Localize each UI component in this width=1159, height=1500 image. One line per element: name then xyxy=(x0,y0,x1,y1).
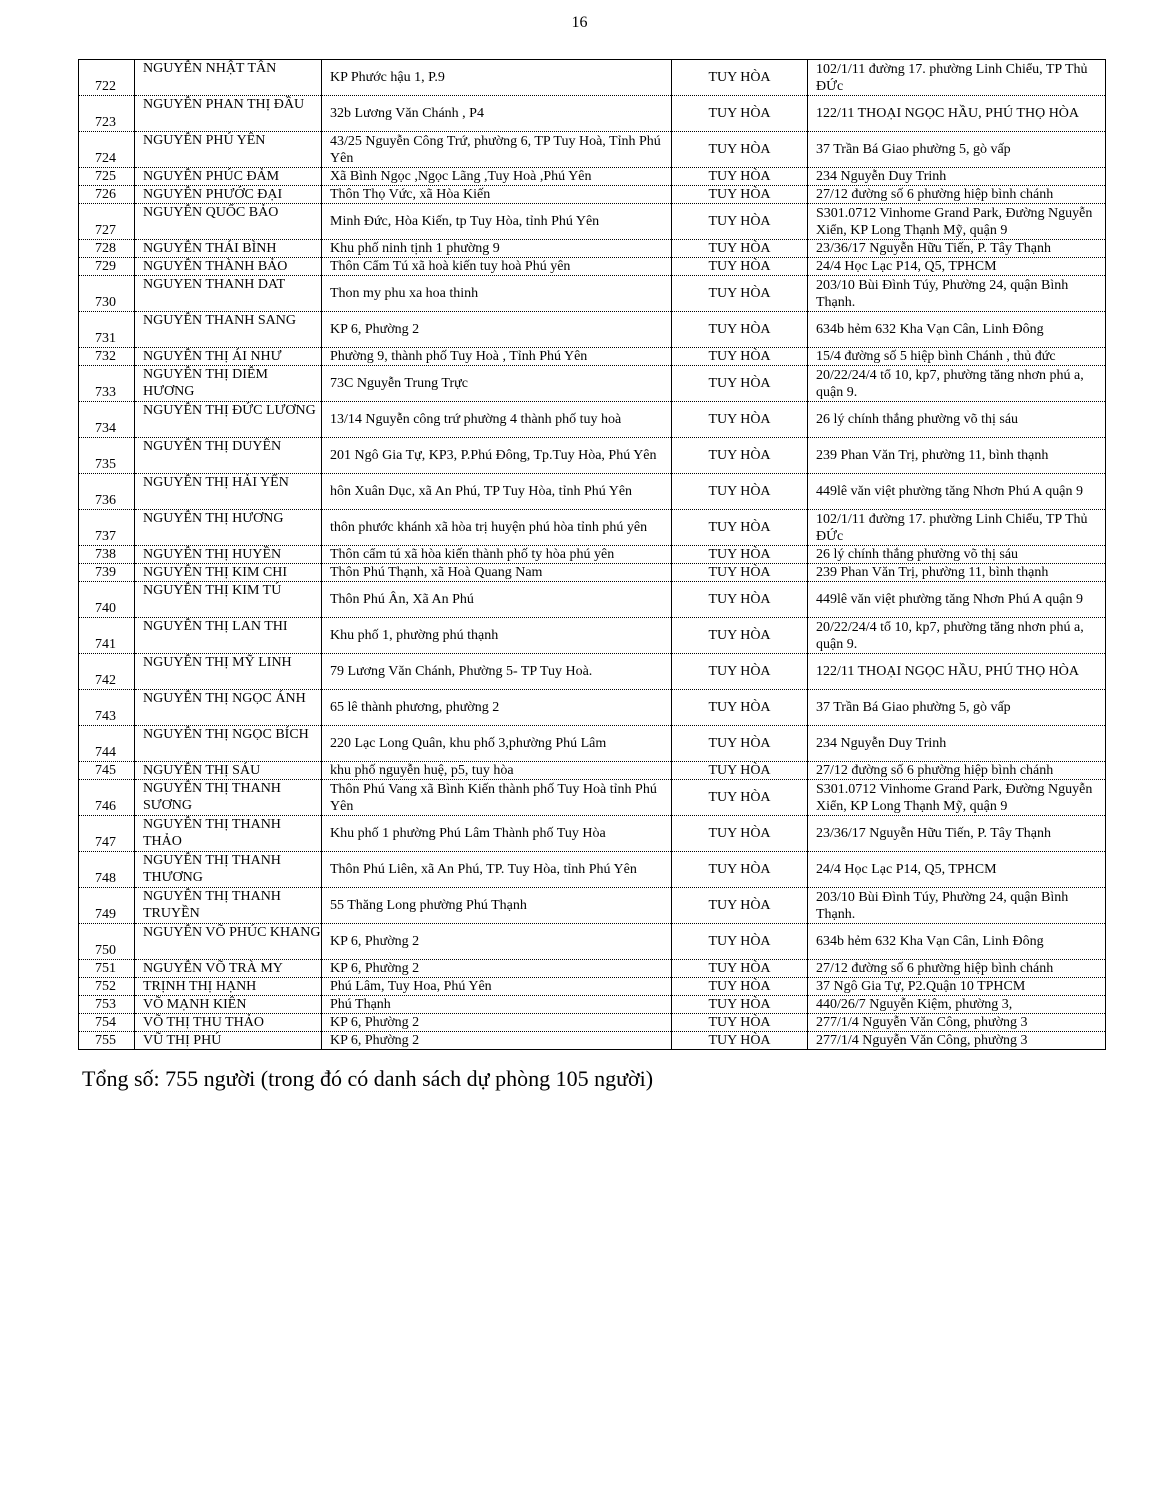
person-name-cell: NGUYỄN PHÚC ĐẢM xyxy=(135,168,322,186)
home-address-cell: hôn Xuân Dục, xã An Phú, TP Tuy Hòa, tỉnh Phú Yên xyxy=(322,474,672,510)
district-cell: TUY HÒA xyxy=(672,186,808,204)
home-address-cell: 13/14 Nguyễn công trứ phường 4 thành phố tuy hoà xyxy=(322,402,672,438)
current-address-cell: S301.0712 Vinhome Grand Park, Đường Nguyễn Xiển, KP Long Thạnh Mỹ, quận 9 xyxy=(808,780,1106,816)
current-address-cell: 234 Nguyễn Duy Trinh xyxy=(808,168,1106,186)
home-address-cell: Khu phố ninh tịnh 1 phường 9 xyxy=(322,240,672,258)
table-row xyxy=(79,474,1106,510)
home-address-cell: Thôn Phú Vang xã Bình Kiến thành phố Tuy Hoà tỉnh Phú Yên xyxy=(322,780,672,816)
table-row xyxy=(79,564,1106,582)
table-row xyxy=(79,348,1106,366)
person-name-cell: NGUYỄN VÕ PHÚC KHANG xyxy=(135,924,322,960)
row-number-cell: 727 xyxy=(79,204,135,240)
home-address-cell: Khu phố 1, phường phú thạnh xyxy=(322,618,672,654)
current-address-cell: 37 Ngô Gia Tự, P2.Quận 10 TPHCM xyxy=(808,978,1106,996)
home-address-cell: 55 Thăng Long phường Phú Thạnh xyxy=(322,888,672,924)
home-address-cell: 65 lê thành phương, phường 2 xyxy=(322,690,672,726)
person-name-cell: VŨ THỊ PHÚ xyxy=(135,1032,322,1050)
home-address-cell: 73C Nguyễn Trung Trực xyxy=(322,366,672,402)
district-cell: TUY HÒA xyxy=(672,132,808,168)
table-row xyxy=(79,1014,1106,1032)
person-name-cell: NGUYỄN THỊ KIM TÚ xyxy=(135,582,322,618)
row-number-cell: 741 xyxy=(79,618,135,654)
row-number-cell: 748 xyxy=(79,852,135,888)
table-row xyxy=(79,816,1106,852)
person-name-cell: NGUYỄN THỊ SÁU xyxy=(135,762,322,780)
row-number-cell: 738 xyxy=(79,546,135,564)
district-cell: TUY HÒA xyxy=(672,996,808,1014)
current-address-cell: 37 Trần Bá Giao phường 5, gò vấp xyxy=(808,132,1106,168)
district-cell: TUY HÒA xyxy=(672,510,808,546)
table-row xyxy=(79,978,1106,996)
row-number-cell: 749 xyxy=(79,888,135,924)
district-cell: TUY HÒA xyxy=(672,402,808,438)
district-cell: TUY HÒA xyxy=(672,204,808,240)
roster-table xyxy=(78,59,1106,1050)
table-row xyxy=(79,510,1106,546)
person-name-cell: NGUYỄN THỊ DIỄM HƯƠNG xyxy=(135,366,322,402)
row-number-cell: 746 xyxy=(79,780,135,816)
home-address-cell: Thôn Thọ Vức, xã Hòa Kiến xyxy=(322,186,672,204)
home-address-cell: Thôn Phú Liên, xã An Phú, TP. Tuy Hòa, tỉnh Phú Yên xyxy=(322,852,672,888)
row-number-cell: 734 xyxy=(79,402,135,438)
table-row xyxy=(79,312,1106,348)
row-number-cell: 740 xyxy=(79,582,135,618)
row-number-cell: 737 xyxy=(79,510,135,546)
person-name-cell: NGUYỄN THỊ HUYỀN xyxy=(135,546,322,564)
current-address-cell: 634b hẻm 632 Kha Vạn Cân, Linh Đông xyxy=(808,312,1106,348)
current-address-cell: 24/4 Học Lạc P14, Q5, TPHCM xyxy=(808,258,1106,276)
current-address-cell: 449lê văn việt phường tăng Nhơn Phú A quận 9 xyxy=(808,474,1106,510)
person-name-cell: NGUYỄN THÁI BÌNH xyxy=(135,240,322,258)
row-number-cell: 722 xyxy=(79,60,135,96)
current-address-cell: 27/12 đường số 6 phường hiệp bình chánh xyxy=(808,762,1106,780)
person-name-cell: NGUYỄN THÀNH BẢO xyxy=(135,258,322,276)
current-address-cell: 15/4 đường số 5 hiệp bình Chánh , thủ đức xyxy=(808,348,1106,366)
home-address-cell: thôn phước khánh xã hòa trị huyện phú hòa tỉnh phú yên xyxy=(322,510,672,546)
home-address-cell: 32b Lương Văn Chánh , P4 xyxy=(322,96,672,132)
current-address-cell: 20/22/24/4 tổ 10, kp7, phường tăng nhơn phú a, quận 9. xyxy=(808,618,1106,654)
current-address-cell: 37 Trần Bá Giao phường 5, gò vấp xyxy=(808,690,1106,726)
row-number-cell: 730 xyxy=(79,276,135,312)
row-number-cell: 739 xyxy=(79,564,135,582)
home-address-cell: KP 6, Phường 2 xyxy=(322,924,672,960)
person-name-cell: VÕ THỊ THU THẢO xyxy=(135,1014,322,1032)
home-address-cell: khu phố nguyễn huệ, p5, tuy hòa xyxy=(322,762,672,780)
table-row xyxy=(79,690,1106,726)
current-address-cell: S301.0712 Vinhome Grand Park, Đường Nguyễn Xiển, KP Long Thạnh Mỹ, quận 9 xyxy=(808,204,1106,240)
current-address-cell: 239 Phan Văn Trị, phường 11, bình thạnh xyxy=(808,438,1106,474)
home-address-cell: Xã Bình Ngọc ,Ngọc Lãng ,Tuy Hoà ,Phú Yên xyxy=(322,168,672,186)
home-address-cell: KP 6, Phường 2 xyxy=(322,312,672,348)
person-name-cell: NGUYỄN THỊ THANH THẢO xyxy=(135,816,322,852)
person-name-cell: NGUYỄN THỊ THANH SƯƠNG xyxy=(135,780,322,816)
current-address-cell: 102/1/11 đường 17. phường Linh Chiểu, TP Thủ ĐỨc xyxy=(808,510,1106,546)
row-number-cell: 729 xyxy=(79,258,135,276)
person-name-cell: NGUYỄN THANH SANG xyxy=(135,312,322,348)
table-row xyxy=(79,186,1106,204)
district-cell: TUY HÒA xyxy=(672,762,808,780)
total-summary: Tổng số: 755 người (trong đó có danh sách dự phòng 105 người) xyxy=(82,1066,654,1091)
district-cell: TUY HÒA xyxy=(672,780,808,816)
district-cell: TUY HÒA xyxy=(672,726,808,762)
current-address-cell: 277/1/4 Nguyễn Văn Công, phường 3 xyxy=(808,1032,1106,1050)
district-cell: TUY HÒA xyxy=(672,60,808,96)
table-row xyxy=(79,546,1106,564)
person-name-cell: NGUYỄN THỊ HƯƠNG xyxy=(135,510,322,546)
home-address-cell: KP 6, Phường 2 xyxy=(322,1032,672,1050)
row-number-cell: 752 xyxy=(79,978,135,996)
district-cell: TUY HÒA xyxy=(672,546,808,564)
row-number-cell: 731 xyxy=(79,312,135,348)
home-address-cell: KP Phước hậu 1, P.9 xyxy=(322,60,672,96)
district-cell: TUY HÒA xyxy=(672,366,808,402)
district-cell: TUY HÒA xyxy=(672,960,808,978)
row-number-cell: 725 xyxy=(79,168,135,186)
district-cell: TUY HÒA xyxy=(672,276,808,312)
person-name-cell: NGUYỄN THỊ KIM CHI xyxy=(135,564,322,582)
district-cell: TUY HÒA xyxy=(672,924,808,960)
district-cell: TUY HÒA xyxy=(672,474,808,510)
home-address-cell: 43/25 Nguyễn Công Trứ, phường 6, TP Tuy Hoà, Tỉnh Phú Yên xyxy=(322,132,672,168)
person-name-cell: NGUYỄN VÕ TRÀ MY xyxy=(135,960,322,978)
home-address-cell: Phường 9, thành phố Tuy Hoà , Tỉnh Phú Yên xyxy=(322,348,672,366)
current-address-cell: 24/4 Học Lạc P14, Q5, TPHCM xyxy=(808,852,1106,888)
table-row xyxy=(79,60,1106,96)
current-address-cell: 440/26/7 Nguyễn Kiệm, phường 3, xyxy=(808,996,1106,1014)
home-address-cell: 220 Lạc Long Quân, khu phố 3,phường Phú Lâm xyxy=(322,726,672,762)
home-address-cell: KP 6, Phường 2 xyxy=(322,1014,672,1032)
current-address-cell: 26 lý chính thắng phường võ thị sáu xyxy=(808,402,1106,438)
current-address-cell: 122/11 THOẠI NGỌC HẦU, PHÚ THỌ HÒA xyxy=(808,654,1106,690)
table-row xyxy=(79,438,1106,474)
home-address-cell: KP 6, Phường 2 xyxy=(322,960,672,978)
table-row xyxy=(79,258,1106,276)
current-address-cell: 26 lý chính thắng phường võ thị sáu xyxy=(808,546,1106,564)
table-row xyxy=(79,960,1106,978)
row-number-cell: 735 xyxy=(79,438,135,474)
district-cell: TUY HÒA xyxy=(672,618,808,654)
table-row xyxy=(79,582,1106,618)
home-address-cell: Thôn Phú Ân, Xã An Phú xyxy=(322,582,672,618)
row-number-cell: 745 xyxy=(79,762,135,780)
district-cell: TUY HÒA xyxy=(672,978,808,996)
home-address-cell: Thôn Cẩm Tú xã hoà kiến tuy hoà Phú yên xyxy=(322,258,672,276)
current-address-cell: 203/10 Bùi Đình Túy, Phường 24, quận Bình Thạnh. xyxy=(808,888,1106,924)
home-address-cell: Phú Thạnh xyxy=(322,996,672,1014)
home-address-cell: Thôn cẩm tú xã hòa kiến thành phố ty hòa phú yên xyxy=(322,546,672,564)
district-cell: TUY HÒA xyxy=(672,582,808,618)
table-row xyxy=(79,618,1106,654)
table-row xyxy=(79,240,1106,258)
home-address-cell: 79 Lương Văn Chánh, Phường 5- TP Tuy Hoà. xyxy=(322,654,672,690)
page-number: 16 xyxy=(571,14,588,31)
table-row xyxy=(79,780,1106,816)
person-name-cell: NGUYỄN THỊ ĐỨC LƯƠNG xyxy=(135,402,322,438)
current-address-cell: 20/22/24/4 tổ 10, kp7, phường tăng nhơn phú a, quận 9. xyxy=(808,366,1106,402)
row-number-cell: 743 xyxy=(79,690,135,726)
table-row xyxy=(79,168,1106,186)
row-number-cell: 754 xyxy=(79,1014,135,1032)
current-address-cell: 449lê văn việt phường tăng Nhơn Phú A quận 9 xyxy=(808,582,1106,618)
row-number-cell: 732 xyxy=(79,348,135,366)
table-row xyxy=(79,96,1106,132)
row-number-cell: 751 xyxy=(79,960,135,978)
person-name-cell: NGUYỄN THỊ THANH THƯƠNG xyxy=(135,852,322,888)
person-name-cell: TRỊNH THỊ HẠNH xyxy=(135,978,322,996)
table-row xyxy=(79,654,1106,690)
person-name-cell: NGUYỄN NHẬT TÂN xyxy=(135,60,322,96)
current-address-cell: 27/12 đường số 6 phường hiệp bình chánh xyxy=(808,960,1106,978)
row-number-cell: 724 xyxy=(79,132,135,168)
table-row xyxy=(79,1032,1106,1050)
home-address-cell: 201 Ngô Gia Tự, KP3, P.Phú Đông, Tp.Tuy Hòa, Phú Yên xyxy=(322,438,672,474)
person-name-cell: NGUYỄN THỊ THANH TRUYỀN xyxy=(135,888,322,924)
table-row xyxy=(79,132,1106,168)
home-address-cell: Phú Lâm, Tuy Hoa, Phú Yên xyxy=(322,978,672,996)
district-cell: TUY HÒA xyxy=(672,96,808,132)
person-name-cell: NGUYỄN THỊ MỸ LINH xyxy=(135,654,322,690)
district-cell: TUY HÒA xyxy=(672,168,808,186)
person-name-cell: NGUYỄN QUỐC BẢO xyxy=(135,204,322,240)
person-name-cell: VÕ MẠNH KIÊN xyxy=(135,996,322,1014)
person-name-cell: NGUYỄN THỊ NGỌC ÁNH xyxy=(135,690,322,726)
row-number-cell: 755 xyxy=(79,1032,135,1050)
current-address-cell: 277/1/4 Nguyễn Văn Công, phường 3 xyxy=(808,1014,1106,1032)
row-number-cell: 750 xyxy=(79,924,135,960)
table-row xyxy=(79,888,1106,924)
person-name-cell: NGUYỄN THỊ LAN THI xyxy=(135,618,322,654)
person-name-cell: NGUYỄN PHÚ YÊN xyxy=(135,132,322,168)
current-address-cell: 122/11 THOẠI NGỌC HẦU, PHÚ THỌ HÒA xyxy=(808,96,1106,132)
home-address-cell: Thon my phu xa hoa thinh xyxy=(322,276,672,312)
table-row xyxy=(79,402,1106,438)
district-cell: TUY HÒA xyxy=(672,1032,808,1050)
row-number-cell: 744 xyxy=(79,726,135,762)
row-number-cell: 742 xyxy=(79,654,135,690)
current-address-cell: 634b hẻm 632 Kha Vạn Cân, Linh Đông xyxy=(808,924,1106,960)
district-cell: TUY HÒA xyxy=(672,438,808,474)
district-cell: TUY HÒA xyxy=(672,888,808,924)
person-name-cell: NGUYỄN THỊ DUYÊN xyxy=(135,438,322,474)
table-row xyxy=(79,204,1106,240)
district-cell: TUY HÒA xyxy=(672,816,808,852)
table-row xyxy=(79,996,1106,1014)
row-number-cell: 728 xyxy=(79,240,135,258)
person-name-cell: NGUYỄN THỊ HẢI YẾN xyxy=(135,474,322,510)
district-cell: TUY HÒA xyxy=(672,240,808,258)
row-number-cell: 733 xyxy=(79,366,135,402)
person-name-cell: NGUYỄN PHƯỚC ĐẠI xyxy=(135,186,322,204)
row-number-cell: 726 xyxy=(79,186,135,204)
current-address-cell: 23/36/17 Nguyễn Hữu Tiến, P. Tây Thạnh xyxy=(808,240,1106,258)
person-name-cell: NGUYEN THANH DAT xyxy=(135,276,322,312)
table-row xyxy=(79,276,1106,312)
row-number-cell: 736 xyxy=(79,474,135,510)
current-address-cell: 102/1/11 đường 17. phường Linh Chiểu, TP Thủ ĐỨc xyxy=(808,60,1106,96)
current-address-cell: 203/10 Bùi Đình Túy, Phường 24, quận Bình Thạnh. xyxy=(808,276,1106,312)
table-row xyxy=(79,924,1106,960)
district-cell: TUY HÒA xyxy=(672,258,808,276)
row-number-cell: 723 xyxy=(79,96,135,132)
person-name-cell: NGUYỄN THỊ ÁI NHƯ xyxy=(135,348,322,366)
district-cell: TUY HÒA xyxy=(672,348,808,366)
roster-body xyxy=(79,60,1106,1050)
person-name-cell: NGUYỄN THỊ NGỌC BÍCH xyxy=(135,726,322,762)
current-address-cell: 239 Phan Văn Trị, phường 11, bình thạnh xyxy=(808,564,1106,582)
district-cell: TUY HÒA xyxy=(672,564,808,582)
table-row xyxy=(79,366,1106,402)
row-number-cell: 753 xyxy=(79,996,135,1014)
district-cell: TUY HÒA xyxy=(672,852,808,888)
table-row xyxy=(79,726,1106,762)
table-row xyxy=(79,762,1106,780)
district-cell: TUY HÒA xyxy=(672,1014,808,1032)
current-address-cell: 23/36/17 Nguyễn Hữu Tiến, P. Tây Thạnh xyxy=(808,816,1106,852)
current-address-cell: 234 Nguyễn Duy Trinh xyxy=(808,726,1106,762)
person-name-cell: NGUYỄN PHAN THỊ ĐẦU xyxy=(135,96,322,132)
home-address-cell: Minh Đức, Hòa Kiến, tp Tuy Hòa, tỉnh Phú Yên xyxy=(322,204,672,240)
home-address-cell: Thôn Phú Thạnh, xã Hoà Quang Nam xyxy=(322,564,672,582)
district-cell: TUY HÒA xyxy=(672,654,808,690)
district-cell: TUY HÒA xyxy=(672,312,808,348)
district-cell: TUY HÒA xyxy=(672,690,808,726)
current-address-cell: 27/12 đường số 6 phường hiệp bình chánh xyxy=(808,186,1106,204)
row-number-cell: 747 xyxy=(79,816,135,852)
table-row xyxy=(79,852,1106,888)
home-address-cell: Khu phố 1 phường Phú Lâm Thành phố Tuy Hòa xyxy=(322,816,672,852)
